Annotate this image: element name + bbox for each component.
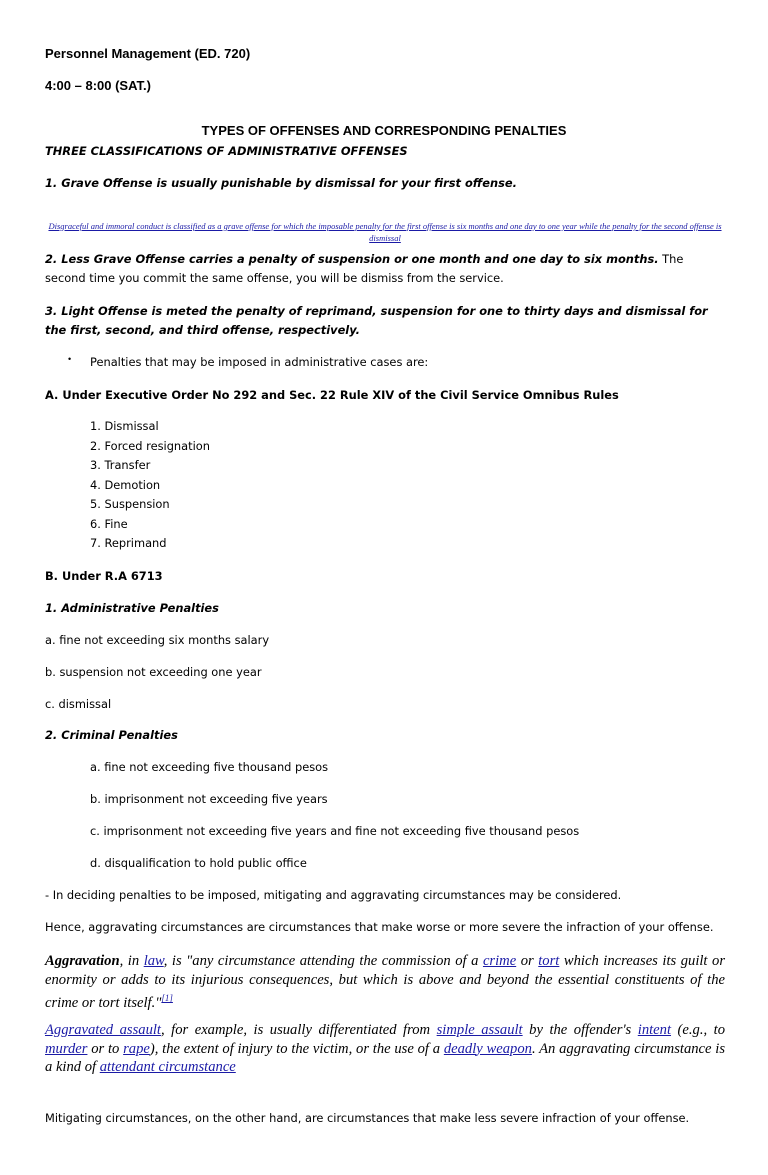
- assault-paragraph: [45, 1021, 725, 1077]
- list-item: 2. Forced resignation: [90, 438, 210, 453]
- text-run: or to: [87, 1040, 124, 1057]
- section-a-heading: A. Under Executive Order No 292 and Sec. 22 Rule XIV of the Civil Service Omnibus Rules: [45, 388, 619, 402]
- text-run: , for example, is usually differentiated from: [160, 1022, 437, 1038]
- list-item: 3. Transfer: [90, 458, 151, 472]
- criminal-penalties-heading: 2. Criminal Penalties: [45, 728, 178, 742]
- less-grave-rest: The second time you commit the same offense, you will be dismiss from the service.: [45, 252, 684, 285]
- schedule: 4:00 – 8:00 (SAT.): [45, 78, 151, 93]
- criminal-penalty-item: b. imprisonment not exceeding five years: [90, 792, 328, 806]
- link-rape[interactable]: rape: [123, 1040, 150, 1057]
- mitigating-note: Mitigating circumstances, on the other hand, are circumstances that make less severe infraction of your offense.: [45, 1111, 690, 1125]
- admin-penalty-item: c. dismissal: [45, 697, 112, 711]
- text-run: (e.g., to: [671, 1022, 725, 1038]
- bullet-icon: •: [68, 354, 72, 364]
- criminal-penalty-item: d. disqualification to hold public office: [90, 856, 307, 870]
- link-intent[interactable]: intent: [637, 1022, 672, 1038]
- bullet-text: Penalties that may be imposed in administrative cases are:: [90, 355, 429, 369]
- criminal-penalty-item: a. fine not exceeding five thousand pesos: [90, 760, 329, 774]
- text-run: by the offender's: [522, 1022, 638, 1038]
- link-attendant-circumstance[interactable]: attendant circumstance: [99, 1059, 236, 1075]
- link-tort[interactable]: tort: [538, 953, 560, 969]
- admin-penalty-item: b. suspension not exceeding one year: [45, 665, 262, 679]
- text-run: which increases its guilt or enormity or adds to its injurious consequences, but which is above and beyond the essential constituents of the crime or tort itself.": [45, 953, 726, 1011]
- classifications-heading: THREE CLASSIFICATIONS OF ADMINISTRATIVE OFFENSES: [45, 144, 408, 158]
- grave-offense: 1. Grave Offense is usually punishable by dismissal for your first offense.: [45, 176, 517, 190]
- list-item: 6. Fine: [90, 516, 128, 531]
- list-item: 7. Reprimand: [90, 536, 167, 550]
- less-grave-bold: 2. Less Grave Offense carries a penalty of suspension or one month and one day to six months.: [45, 252, 659, 266]
- light-offense: 3. Light Offense is meted the penalty of reprimand, suspension for one to thirty days and dismissal for the first, second, and third offense, respectively.: [45, 304, 708, 337]
- section-b-heading: B. Under R.A 6713: [45, 569, 163, 583]
- aggravation-term: Aggravation: [45, 953, 120, 969]
- text-run: ), the extent of injury to the victim, or the use of a: [149, 1040, 444, 1057]
- link-simple-assault[interactable]: simple assault: [436, 1022, 523, 1038]
- link-aggravated-assault[interactable]: Aggravated assault: [45, 1022, 161, 1038]
- link-law[interactable]: law: [143, 953, 164, 969]
- list-item: 1. Dismissal: [90, 419, 159, 433]
- link-crime[interactable]: crime: [482, 953, 517, 969]
- list-item: 5. Suspension: [90, 497, 170, 511]
- admin-penalty-item: a. fine not exceeding six months salary: [45, 633, 270, 647]
- section-a-list: [90, 417, 210, 554]
- page-title: TYPES OF OFFENSES AND CORRESPONDING PENALTIES: [201, 123, 567, 138]
- grave-offense-note-link[interactable]: Disgraceful and immoral conduct is classified as a grave offense for which the imposable penalty for the first offense is six months and one day to one year while the penalty for the second offense is dismissal: [48, 220, 722, 243]
- admin-penalties-heading: 1. Administrative Penalties: [45, 601, 219, 615]
- text-run: , in: [119, 953, 144, 969]
- hence-note: Hence, aggravating circumstances are circumstances that make worse or more severe the infraction of your offense.: [45, 920, 714, 934]
- text-run: or: [516, 953, 539, 969]
- list-item: 4. Demotion: [90, 477, 161, 492]
- course-title: Personnel Management (ED. 720): [45, 46, 251, 61]
- text-run: . An aggravating circumstance is a kind of: [45, 1040, 726, 1075]
- text-run: , is "any circumstance attending the commission of a: [163, 953, 483, 969]
- less-grave-offense: [45, 250, 725, 288]
- link-murder[interactable]: murder: [45, 1040, 88, 1057]
- reference-link[interactable]: [1]: [161, 993, 173, 1003]
- deciding-note: - In deciding penalties to be imposed, mitigating and aggravating circumstances may be considered.: [45, 888, 622, 902]
- link-deadly-weapon[interactable]: deadly weapon: [443, 1040, 532, 1057]
- aggravation-paragraph: [45, 952, 725, 1012]
- criminal-penalty-item: c. imprisonment not exceeding five years and fine not exceeding five thousand pesos: [90, 824, 580, 838]
